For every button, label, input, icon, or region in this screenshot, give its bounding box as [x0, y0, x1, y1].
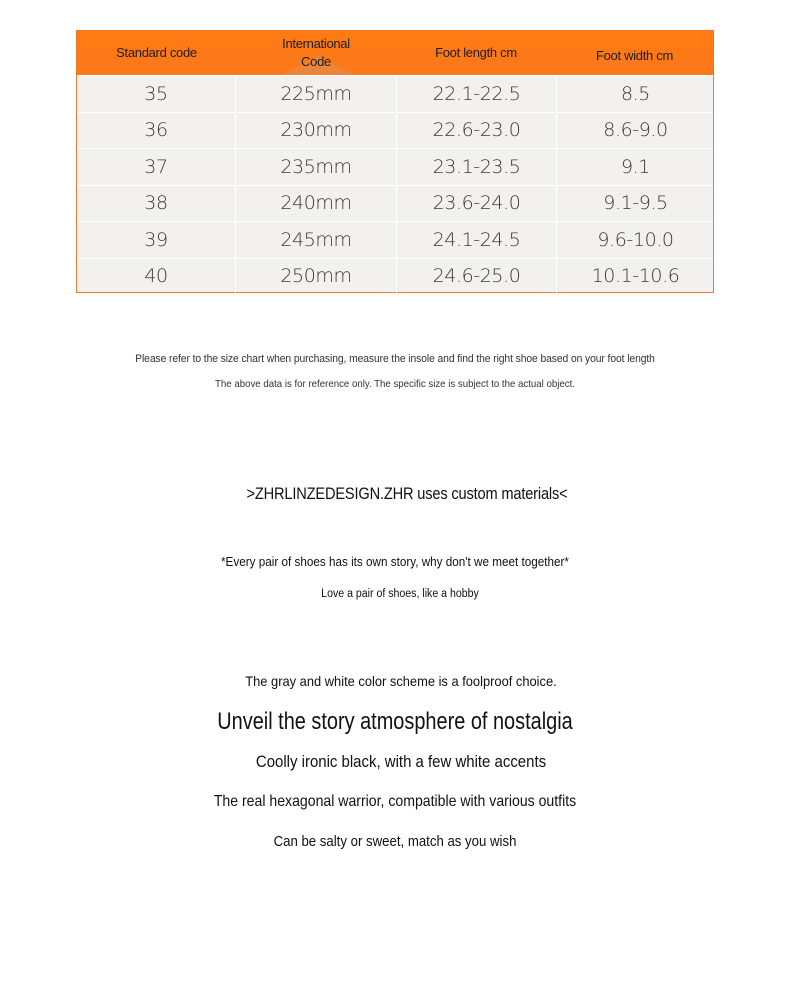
foot-length-cell: 22.1-22.5	[397, 76, 557, 112]
brand-line: >ZHRLINZEDESIGN.ZHR uses custom materials<	[246, 484, 568, 503]
hexagonal-warrior-line: The real hexagonal warrior, compatible with various outfits	[213, 793, 577, 810]
black-accents-line: Coolly ironic black, with a few white accents	[255, 752, 547, 771]
table-row	[77, 148, 713, 185]
standard-code-cell: 40	[77, 259, 236, 295]
header-international-code	[236, 31, 396, 75]
foot-width-cell: 9.1	[620, 155, 651, 178]
size-chart-table	[76, 30, 714, 293]
foot-width-cell: 8.6-9.0	[603, 119, 668, 142]
header-international-code-label: International Code	[282, 36, 350, 69]
foot-length-cell: 24.6-25.0	[397, 259, 557, 295]
header-foot-length: Foot length cm	[435, 45, 517, 60]
size-chart-note: Please refer to the size chart when purchasing, measure the insole and find the right shoe based on your foot length	[135, 353, 655, 365]
international-code-cell: 235mm	[236, 149, 397, 185]
international-code-cell: 225mm	[236, 76, 397, 112]
table-row	[77, 112, 713, 149]
reference-disclaimer: The above data is for reference only. The specific size is subject to the actual object.	[215, 378, 575, 390]
standard-code-cell: 35	[77, 76, 236, 112]
standard-code-cell: 38	[77, 186, 236, 222]
header-foot-width: Foot width cm	[595, 48, 673, 63]
standard-code-cell: 39	[77, 222, 236, 258]
table-row	[77, 75, 713, 112]
header-standard-code: Standard code	[116, 45, 197, 60]
foot-width-cell: 9.6-10.0	[597, 228, 674, 251]
foot-length-cell: 23.1-23.5	[397, 149, 557, 185]
foot-width-cell: 8.5	[620, 82, 651, 105]
foot-width-cell: 9.1-9.5	[603, 192, 668, 215]
foot-width-cell: 10.1-10.6	[591, 265, 680, 288]
color-scheme-line: The gray and white color scheme is a foolproof choice.	[245, 673, 557, 689]
table-row	[77, 258, 713, 295]
international-code-cell: 250mm	[236, 259, 397, 295]
headline: Unveil the story atmosphere of nostalgia	[217, 708, 573, 735]
standard-code-cell: 36	[77, 113, 236, 149]
foot-length-cell: 24.1-24.5	[397, 222, 557, 258]
size-chart-header	[77, 31, 713, 75]
international-code-cell: 245mm	[236, 222, 397, 258]
hobby-line: Love a pair of shoes, like a hobby	[321, 588, 479, 600]
international-code-cell: 240mm	[236, 186, 397, 222]
table-row	[77, 221, 713, 258]
standard-code-cell: 37	[77, 149, 236, 185]
salty-sweet-line: Can be salty or sweet, match as you wish	[273, 833, 517, 850]
international-code-cell: 230mm	[236, 113, 397, 149]
foot-length-cell: 23.6-24.0	[397, 186, 557, 222]
story-line: *Every pair of shoes has its own story, why don't we meet together*	[221, 554, 569, 569]
foot-length-cell: 22.6-23.0	[397, 113, 557, 149]
table-row	[77, 185, 713, 222]
